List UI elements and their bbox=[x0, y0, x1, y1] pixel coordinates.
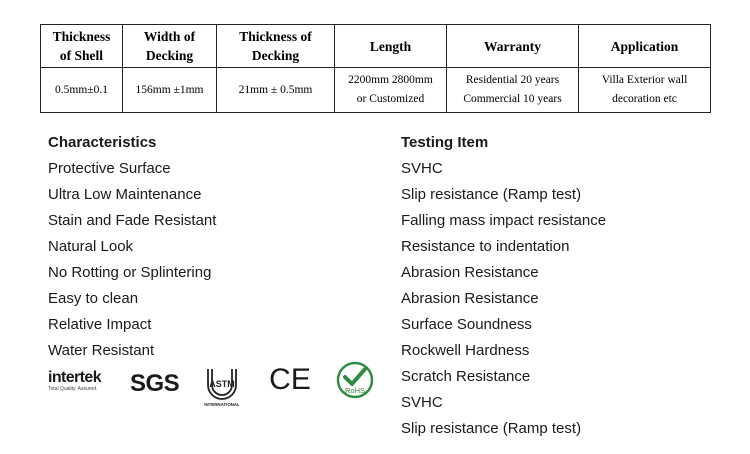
table-row bbox=[41, 68, 711, 113]
list-item: Relative Impact bbox=[48, 316, 152, 333]
ce-wordmark: CE bbox=[269, 363, 311, 394]
intertek-wordmark: intertek bbox=[48, 369, 101, 386]
header-thickness-of-shell: Thickness of Shell bbox=[41, 25, 123, 68]
list-item: Slip resistance (Ramp test) bbox=[401, 186, 582, 203]
list-item: Rockwell Hardness bbox=[401, 342, 530, 359]
list-item: Easy to clean bbox=[48, 290, 139, 307]
header-thickness-of-decking: Thickness of Decking bbox=[217, 25, 335, 68]
list-item: Natural Look bbox=[48, 238, 134, 255]
cell-shell-thickness: 0.5mm±0.1 bbox=[41, 68, 123, 113]
astm-subtitle: INTERNATIONAL bbox=[204, 402, 240, 407]
list-item: Falling mass impact resistance bbox=[401, 212, 607, 229]
list-item: Ultra Low Maintenance bbox=[48, 186, 202, 203]
header-length: Length bbox=[335, 25, 447, 68]
testing-list bbox=[401, 156, 741, 442]
list-item: Abrasion Resistance bbox=[401, 264, 539, 281]
list-item: Slip resistance (Ramp test) bbox=[401, 420, 582, 437]
list-item: Abrasion Resistance bbox=[401, 290, 539, 307]
characteristics-list bbox=[48, 156, 378, 364]
rohs-label: RoHS bbox=[344, 386, 366, 395]
testing-heading: Testing Item bbox=[401, 134, 489, 151]
header-application: Application bbox=[579, 25, 711, 68]
cell-decking-thickness: 21mm ± 0.5mm bbox=[217, 68, 335, 113]
sgs-logo: SGS bbox=[130, 370, 180, 397]
header-warranty: Warranty bbox=[447, 25, 579, 68]
list-item: Scratch Resistance bbox=[401, 368, 531, 385]
astm-logo bbox=[200, 363, 244, 409]
list-item: No Rotting or Splintering bbox=[48, 264, 212, 281]
list-item: Surface Soundness bbox=[401, 316, 532, 333]
testing-section bbox=[401, 130, 741, 442]
cell-application: Villa Exterior wall decoration etc bbox=[579, 68, 711, 113]
rohs-check-icon bbox=[335, 360, 375, 402]
cell-warranty: Residential 20 years Commercial 10 years bbox=[447, 68, 579, 113]
spec-table-header-row bbox=[41, 25, 711, 68]
list-item: Water Resistant bbox=[48, 342, 155, 359]
header-width-of-decking: Width of Decking bbox=[123, 25, 217, 68]
astm-wordmark: ASTM bbox=[209, 379, 235, 389]
list-item: SVHC bbox=[401, 160, 443, 177]
list-item: Resistance to indentation bbox=[401, 238, 570, 255]
characteristics-heading: Characteristics bbox=[48, 134, 157, 151]
list-item: Protective Surface bbox=[48, 160, 171, 177]
intertek-logo bbox=[48, 370, 110, 392]
list-item: SVHC bbox=[401, 394, 443, 411]
spec-table bbox=[40, 24, 711, 113]
cell-decking-width: 156mm ±1mm bbox=[123, 68, 217, 113]
cell-length: 2200mm 2800mm or Customized bbox=[335, 68, 447, 113]
ce-mark bbox=[267, 362, 313, 394]
list-item: Stain and Fade Resistant bbox=[48, 212, 217, 229]
characteristics-section bbox=[48, 130, 378, 364]
certification-logos bbox=[48, 360, 388, 410]
intertek-tagline: Total Quality. Assured. bbox=[48, 386, 98, 392]
